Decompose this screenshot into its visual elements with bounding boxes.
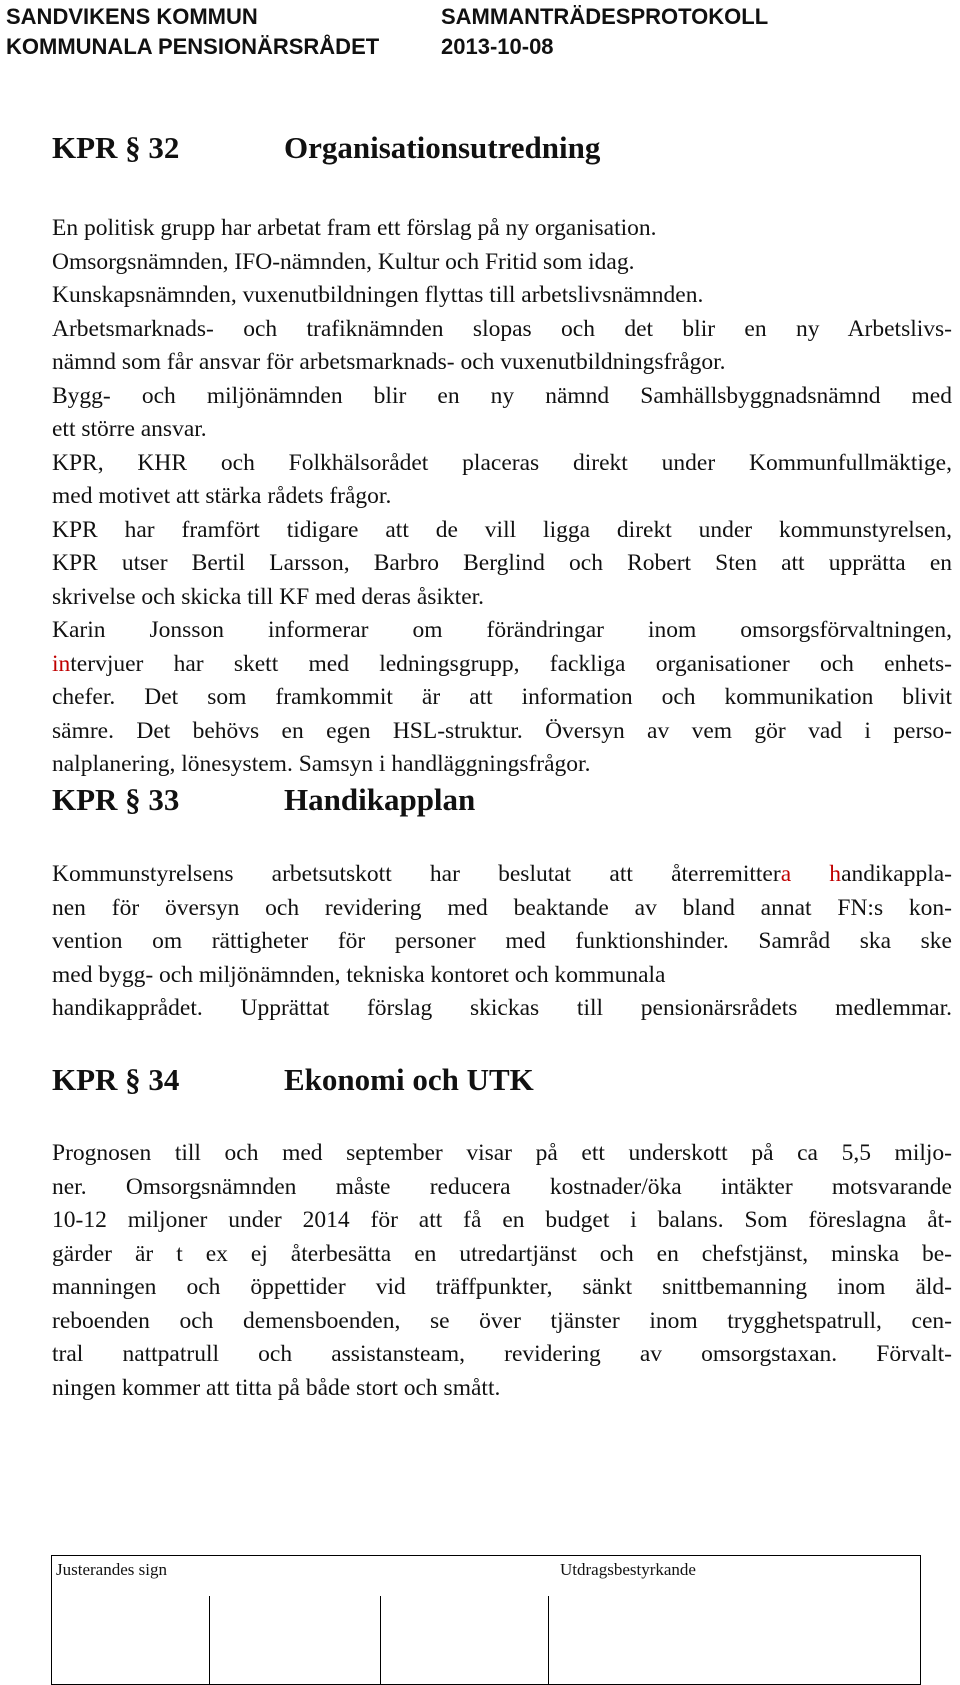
meeting-date: 2013-10-08 [441, 34, 554, 59]
council-name: KOMMUNALA PENSIONÄRSRÅDET [6, 34, 380, 59]
body-line: 10-12 miljoner under 2014 för att få en budget i balans. Som föreslagna åt- [52, 1207, 952, 1233]
body-line: vention om rättigheter för personer med funktionshinder. Samråd ska ske [52, 928, 952, 954]
body-line-highlight [52, 858, 952, 892]
section-number: KPR § 33 [52, 782, 180, 817]
highlighted-text: in [52, 650, 71, 677]
municipality-name: SANDVIKENS KOMMUN [6, 4, 258, 29]
body-line: KPR utser Bertil Larsson, Barbro Berglind och Robert Sten att upprätta en [52, 550, 952, 576]
body-line: Prognosen till och med september visar på ett underskott på ca 5,5 miljo- [52, 1140, 952, 1166]
body-line: nämnd som får ansvar för arbetsmarknads- och vuxenutbildningsfrågor. [52, 349, 726, 375]
section-heading-33 [52, 780, 475, 820]
signature-box-divider [380, 1596, 381, 1684]
body-line: handikapprådet. Upprättat förslag skickas till pensionärsrådets medlemmar. [52, 995, 952, 1021]
body-line: Arbetsmarknads- och trafiknämnden slopas och det blir en ny Arbetslivs- [52, 315, 952, 342]
body-line: KPR, KHR och Folkhälsorådet placeras direkt under Kommunfullmäktige, [52, 449, 952, 476]
body-line: Omsorgsnämnden, IFO-nämnden, Kultur och Fritid som idag. [52, 248, 635, 275]
body-line: tral nattpatrull och assistansteam, revidering av omsorgstaxan. Förvalt- [52, 1341, 952, 1367]
body-line: nalplanering, lönesystem. Samsyn i handläggningsfrågor. [52, 751, 591, 777]
signature-box-divider [548, 1596, 549, 1684]
body-line: chefer. Det som framkommit är att information och kommunikation blivit [52, 684, 952, 710]
body-line: skrivelse och skicka till KF med deras åsikter. [52, 583, 485, 610]
body-line: med bygg- och miljönämnden, tekniska kontoret och kommunala [52, 961, 666, 988]
certification-label: Utdragsbestyrkande [560, 1560, 696, 1579]
body-line-highlight [52, 648, 952, 682]
body-line: reboenden och demensboenden, se över tjänster inom trygghetspatrull, cen- [52, 1307, 952, 1334]
body-line: med motivet att stärka rådets frågor. [52, 483, 392, 509]
section-number: KPR § 32 [52, 130, 180, 165]
section-number: KPR § 34 [52, 1062, 180, 1097]
body-text: andikappla- [841, 861, 952, 887]
section-title: Handikapplan [284, 782, 476, 817]
section-heading-34 [52, 1060, 534, 1100]
section-body-32 [52, 212, 952, 782]
section-body-33 [52, 858, 952, 1026]
body-line: ningen kommer att titta på både stort och smått. [52, 1374, 501, 1401]
body-line: ner. Omsorgsnämnden måste reducera kostnader/öka intäkter motsvarande [52, 1173, 952, 1200]
body-line: Bygg- och miljönämnden blir en ny nämnd Samhällsbyggnadsnämnd med [52, 382, 952, 409]
body-line: Kunskapsnämnden, vuxenutbildningen flyttas till arbetslivsnämnden. [52, 282, 704, 308]
body-line: En politisk grupp har arbetat fram ett förslag på ny organisation. [52, 215, 657, 241]
signature-box-divider [209, 1596, 210, 1684]
body-line: manningen och öppettider vid träffpunkter, sänkt snittbemanning inom äld- [52, 1274, 952, 1300]
sign-label: Justerandes sign [56, 1560, 167, 1579]
body-line: ett större ansvar. [52, 416, 207, 442]
document-type: SAMMANTRÄDESPROTOKOLL [441, 4, 769, 29]
highlighted-text: a h [780, 861, 842, 887]
section-title: Organisationsutredning [284, 130, 601, 165]
body-line: gärder är t ex ej återbesätta en utredartjänst och en chefstjänst, minska be- [52, 1240, 952, 1267]
body-line: Karin Jonsson informerar om förändringar inom omsorgsförvaltningen, [52, 617, 952, 643]
body-line: KPR har framfört tidigare att de vill ligga direkt under kommunstyrelsen, [52, 516, 952, 543]
body-text: tervjuer har skett med ledningsgrupp, fackliga organisationer och enhets- [70, 650, 952, 677]
body-text: Kommunstyrelsens arbetsutskott har beslutat att återremitter [52, 861, 781, 887]
body-line: sämre. Det behövs en egen HSL-struktur. Översyn av vem gör vad i perso- [52, 717, 952, 744]
signature-table [51, 1555, 921, 1685]
section-title: Ekonomi och UTK [284, 1062, 534, 1097]
section-body-34 [52, 1137, 952, 1405]
body-line: nen för översyn och revidering med beaktande av bland annat FN:s kon- [52, 894, 952, 921]
section-heading-32 [52, 128, 600, 168]
